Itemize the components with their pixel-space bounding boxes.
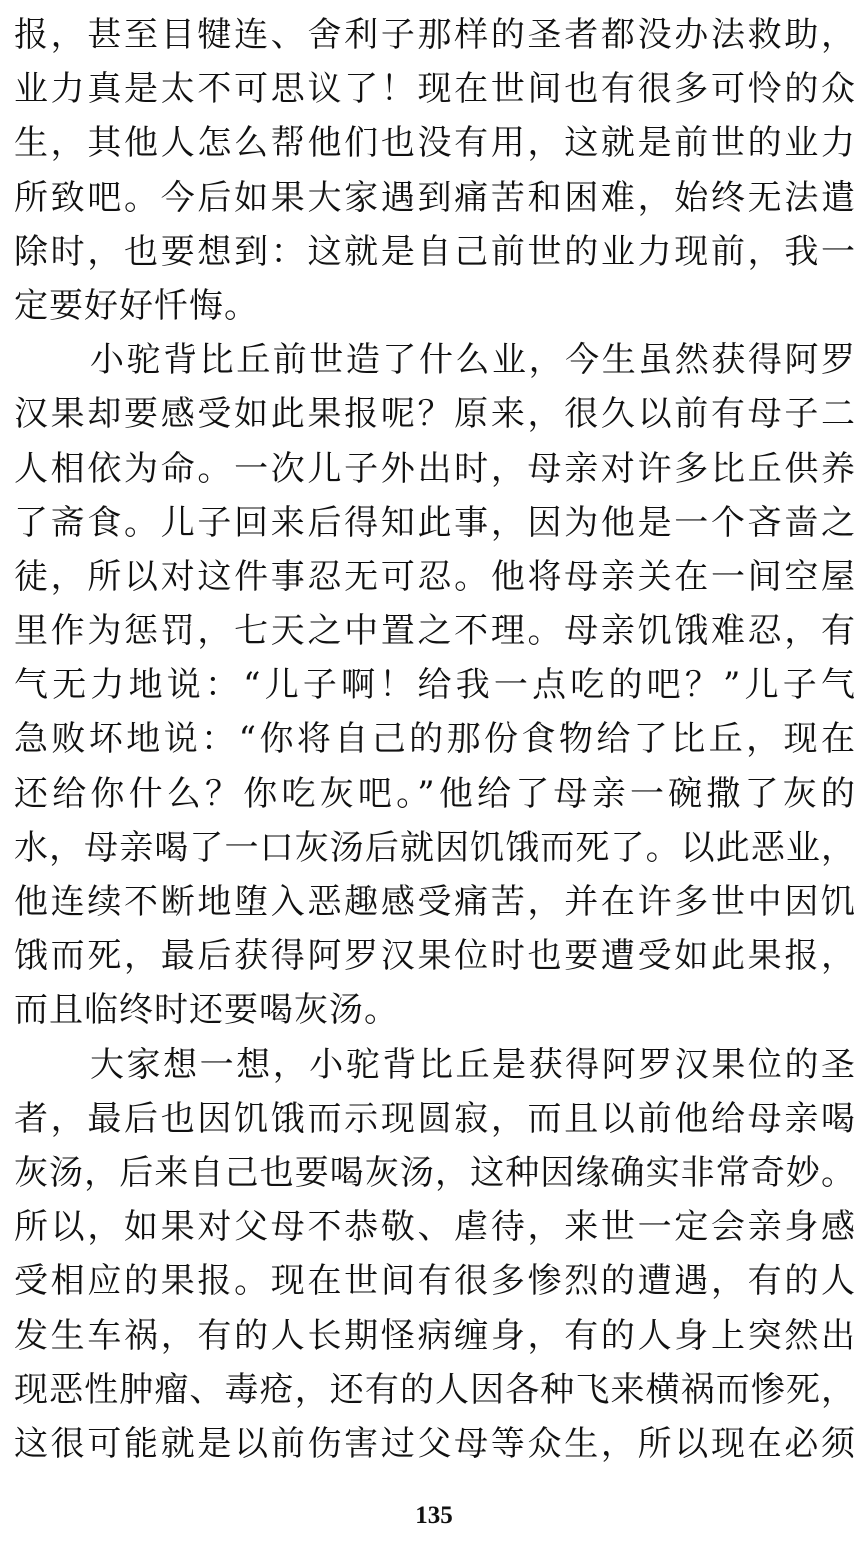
text-line: 除时，也要想到：这就是自己前世的业力现前，我一: [14, 231, 856, 272]
text-line: 了斋食。儿子回来后得知此事，因为他是一个吝啬之: [14, 502, 856, 543]
text-line: 汉果却要感受如此果报呢？原来，很久以前有母子二: [14, 394, 856, 435]
paragraph-first-line: 大家想一想，小驼背比丘是获得阿罗汉果位的圣: [90, 1044, 856, 1085]
text-line: 急败坏地说：“你将自己的那份食物给了比丘，现在: [14, 719, 856, 760]
text-line: 所以，如果对父母不恭敬、虐待，来世一定会亲身感: [14, 1207, 856, 1248]
text-line: 这很可能就是以前伤害过父母等众生，所以现在必须: [14, 1423, 856, 1464]
text-line: 他连续不断地堕入恶趣感受痛苦，并在许多世中因饥: [14, 882, 856, 922]
text-line: 报，甚至目犍连、舍利子那样的圣者都没办法救助，: [14, 15, 856, 55]
text-line: 水，母亲喝了一口灰汤后就因饥饿而死了。以此恶业，: [14, 827, 856, 868]
text-line: 徒，所以对这件事忍无可忍。他将母亲关在一间空屋: [14, 556, 856, 597]
text-line: 者，最后也因饥饿而示现圆寂，而且以前他给母亲喝: [14, 1098, 856, 1139]
book-page-body: [14, 8, 856, 1471]
paragraph-first-line: 小驼背比丘前世造了什么业，今生虽然获得阿罗: [90, 340, 856, 381]
text-line: 业力真是太不可思议了！现在世间也有很多可怜的众: [14, 69, 856, 110]
text-line: 里作为惩罚，七天之中置之不理。母亲饥饿难忍，有: [14, 611, 856, 652]
text-line: 发生车祸，有的人长期怪病缠身，有的人身上突然出: [14, 1315, 856, 1356]
text-line: 灰汤，后来自己也要喝灰汤，这种因缘确实非常奇妙。: [14, 1152, 856, 1193]
page-number: 135: [415, 1502, 453, 1529]
text-line: 所致吧。今后如果大家遇到痛苦和困难，始终无法遣: [14, 177, 856, 218]
text-line: 而且临终时还要喝灰汤。: [14, 990, 399, 1031]
text-line: 还给你什么？你吃灰吧。”他给了母亲一碗撒了灰的: [14, 773, 856, 814]
text-line: 现恶性肿瘤、毒疮，还有的人因各种飞来横祸而惨死，: [14, 1369, 856, 1410]
text-line: 气无力地说：“儿子啊！给我一点吃的吧？”儿子气: [14, 665, 856, 706]
text-line: 定要好好忏悔。: [14, 285, 259, 326]
text-line: 饿而死，最后获得阿罗汉果位时也要遭受如此果报，: [14, 936, 856, 977]
text-line: 受相应的果报。现在世间有很多惨烈的遭遇，有的人: [14, 1261, 856, 1302]
text-line: 人相依为命。一次儿子外出时，母亲对许多比丘供养: [14, 448, 856, 489]
text-line: 生，其他人怎么帮他们也没有用，这就是前世的业力: [14, 123, 856, 164]
